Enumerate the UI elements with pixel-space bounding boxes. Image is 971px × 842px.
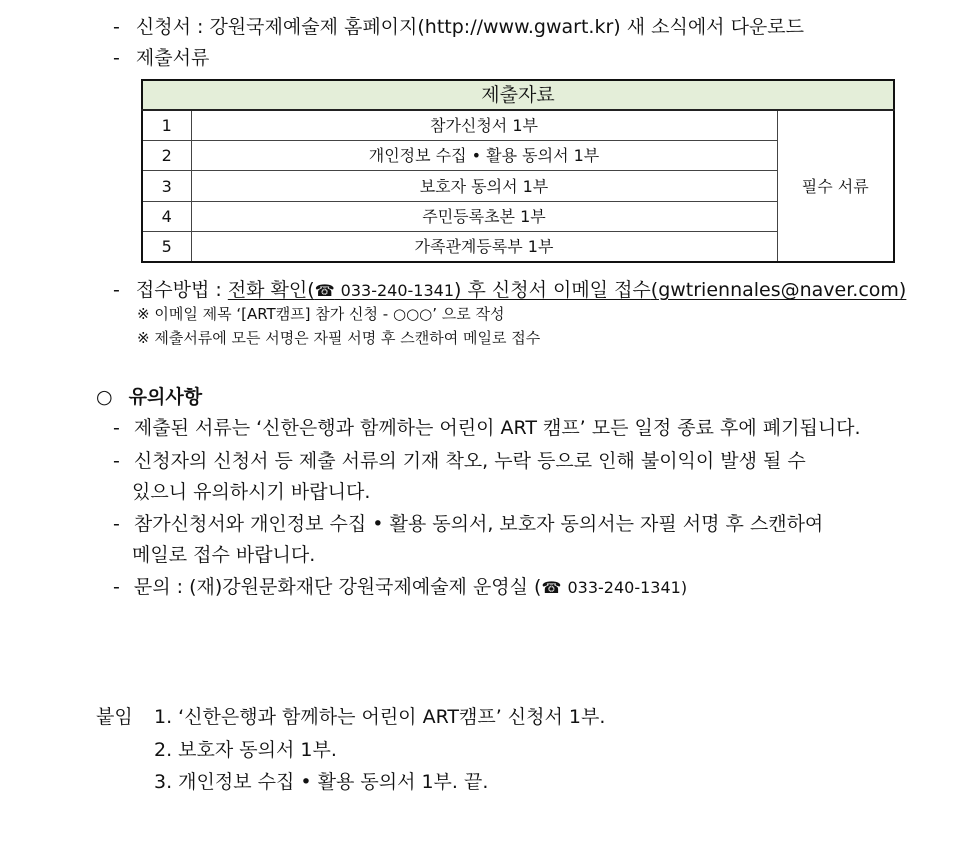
contact-text: 문의 : (재)강원문화재단 강원국제예술제 운영실 (: [133, 576, 542, 598]
required-docs-note: 필수 서류: [777, 110, 894, 262]
submission-docs-table: [141, 79, 895, 263]
row-item: 가족관계등록부 1부: [191, 231, 777, 262]
caution-text-continued: 있으니 유의하시기 바랍니다.: [132, 481, 371, 503]
row-item: 개인정보 수집 • 활용 동의서 1부: [191, 141, 777, 171]
row-number: 2: [142, 141, 191, 171]
circle-marker-icon: ○: [96, 386, 113, 408]
contact-line: [113, 574, 687, 601]
row-item: 보호자 동의서 1부: [191, 171, 777, 201]
caution-item-2: [113, 448, 806, 474]
attachment-item-2: 2. 보호자 동의서 1부.: [154, 739, 337, 761]
table-row: [142, 110, 894, 141]
bullet: -: [113, 513, 120, 535]
contact-phone-number: 033-240-1341): [567, 578, 688, 597]
row-item: 주민등록초본 1부: [191, 201, 777, 231]
bullet: -: [113, 417, 120, 439]
form-download-text: 신청서 : 강원국제예술제 홈페이지(http://www.gwart.kr) 새 소식에서 다운로드: [135, 16, 804, 38]
caution-item-1: [113, 415, 861, 441]
phone-number: 033-240-1341: [340, 281, 455, 300]
form-download-line: [113, 14, 804, 40]
submit-docs-label: 제출서류: [135, 47, 210, 69]
method-label: 접수방법 :: [135, 279, 228, 301]
attachment-item-3: 3. 개인정보 수집 • 활용 동의서 1부. 끝.: [154, 771, 489, 793]
row-number: 4: [142, 201, 191, 231]
row-number: 1: [142, 110, 191, 141]
caution-text-continued: 메일로 접수 바랍니다.: [132, 544, 316, 566]
attachment-item-1: 1. ‘신한은행과 함께하는 어린이 ART캠프’ 신청서 1부.: [154, 706, 606, 728]
bullet: -: [113, 47, 120, 69]
attachments-label: 붙임: [96, 706, 133, 728]
caution-title: 유의사항: [128, 386, 203, 408]
table-header: 제출자료: [142, 80, 894, 110]
after-phone-text: ) 후 신청서 이메일 접수: [454, 279, 651, 301]
telephone-icon: ☎: [541, 578, 562, 597]
method-detail: [228, 279, 651, 301]
row-number: 3: [142, 171, 191, 201]
bullet: -: [113, 16, 120, 38]
method-note-1: ※ 이메일 제목 ‘[ART캠프] 참가 신청 - ○○○’ 으로 작성: [137, 305, 505, 323]
caution-text: 신청자의 신청서 등 제출 서류의 기재 착오, 누락 등으로 인해 불이익이 발생 될 수: [133, 450, 806, 472]
contact-email-link[interactable]: (gwtriennales@naver.com): [650, 279, 907, 301]
submission-method-line: [113, 277, 906, 304]
bullet: -: [113, 576, 120, 598]
submit-docs-line: [113, 45, 209, 71]
bullet: -: [113, 279, 120, 301]
row-item: 참가신청서 1부: [191, 110, 777, 141]
row-number: 5: [142, 231, 191, 262]
caution-text: 제출된 서류는 ‘신한은행과 함께하는 어린이 ART 캠프’ 모든 일정 종료 후에 폐기됩니다.: [133, 417, 861, 439]
telephone-icon: ☎: [314, 281, 335, 300]
bullet: -: [113, 450, 120, 472]
method-note-2: ※ 제출서류에 모든 서명은 자필 서명 후 스캔하여 메일로 접수: [137, 329, 541, 347]
caution-text: 참가신청서와 개인정보 수집 • 활용 동의서, 보호자 동의서는 자필 서명 후 스캔하여: [133, 513, 824, 535]
caution-heading: [96, 384, 202, 410]
phone-confirm-text: 전화 확인(: [227, 279, 315, 301]
caution-item-3: [113, 511, 823, 537]
